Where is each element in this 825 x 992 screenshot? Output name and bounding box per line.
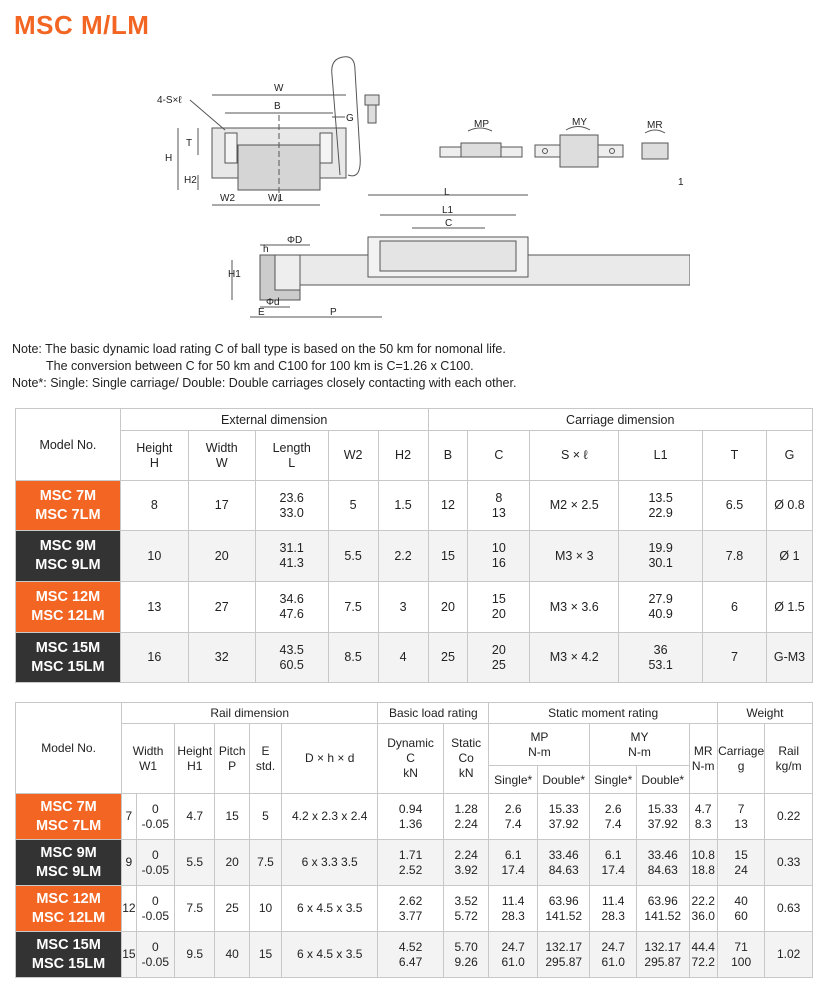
table-cell: 15 (249, 932, 281, 978)
note-line-2: The conversion between C for 50 km and C100 for 100 km is C=1.26 x C100. (46, 359, 474, 373)
table-cell: 0 -0.05 (136, 794, 174, 840)
label-P: P (330, 307, 337, 318)
col-my-single: Single* (590, 766, 637, 794)
table-cell: 32 (188, 633, 255, 683)
table-cell: 25 (215, 886, 249, 932)
label-screw: 4-S×ℓ (157, 95, 182, 106)
table-cell: 6 x 4.5 x 3.5 (282, 886, 378, 932)
table-cell: 20 (428, 582, 468, 633)
table-cell: 20 25 (468, 633, 530, 683)
table-cell: 4.52 6.47 (378, 932, 444, 978)
table-cell: 15.33 37.92 (537, 794, 590, 840)
table-cell: 63.96 141.52 (537, 886, 590, 932)
table-cell: Ø 1 (766, 531, 812, 582)
header-load: Basic load rating (378, 703, 489, 724)
table-cell: 1.71 2.52 (378, 840, 444, 886)
table-cell: 33.46 84.63 (537, 840, 590, 886)
table-cell: 6 x 3.3 3.5 (282, 840, 378, 886)
moment-icons (440, 127, 668, 168)
table-cell: M3 × 3 (530, 531, 619, 582)
table-cell: 7 (122, 794, 137, 840)
table-cell: 8 (120, 481, 188, 531)
table-cell: 0 -0.05 (136, 886, 174, 932)
label-G: G (346, 113, 354, 124)
col-dhd: D × h × d (282, 724, 378, 794)
table-cell: 132.17 295.87 (537, 932, 590, 978)
table-cell: 15 (215, 794, 249, 840)
table-cell: 33.46 84.63 (636, 840, 689, 886)
table-row (16, 531, 813, 582)
model-cell: MSC 12M MSC 12LM (16, 886, 122, 932)
table-cell: 0 -0.05 (136, 932, 174, 978)
table-cell: 11.4 28.3 (590, 886, 637, 932)
table-row (16, 840, 813, 886)
label-L1: L1 (442, 205, 454, 216)
label-H: H (165, 153, 173, 164)
side-view (232, 195, 690, 317)
dimension-table (15, 408, 813, 683)
col-width: Width W (188, 431, 255, 481)
table-cell: 0.22 (765, 794, 813, 840)
header-weight: Weight (717, 703, 812, 724)
table-cell: 11.4 28.3 (489, 886, 538, 932)
table-cell: Ø 0.8 (766, 481, 812, 531)
table-cell: 15 (122, 932, 137, 978)
table-cell: 40 60 (717, 886, 765, 932)
table-cell: 0.33 (765, 840, 813, 886)
table-cell: 7 13 (717, 794, 765, 840)
model-cell: MSC 9M MSC 9LM (16, 531, 121, 582)
col-mp: MP N-m (489, 724, 590, 766)
table-cell: 132.17 295.87 (636, 932, 689, 978)
col-w2: W2 (328, 431, 378, 481)
label-T: T (186, 138, 193, 149)
table-cell: 13.5 22.9 (619, 481, 703, 531)
table-cell: 7 (703, 633, 767, 683)
table-cell: 43.5 60.5 (255, 633, 328, 683)
label-d: Φd (266, 297, 280, 308)
label-W2: W2 (220, 193, 235, 204)
col-s: S × ℓ (530, 431, 619, 481)
table-cell: 16 (120, 633, 188, 683)
note-line-3: Note*: Single: Single carriage/ Double: Double carriages closely contacting with each other. (12, 376, 517, 390)
table-cell: 24.7 61.0 (590, 932, 637, 978)
model-cell: MSC 7M MSC 7LM (16, 481, 121, 531)
col-t: T (703, 431, 767, 481)
header-moment: Static moment rating (489, 703, 717, 724)
table-cell: M3 × 3.6 (530, 582, 619, 633)
col-g: G (766, 431, 812, 481)
col-pitch: Pitch P (215, 724, 249, 794)
table-cell: 7.8 (703, 531, 767, 582)
col-h2: H2 (378, 431, 428, 481)
header-model: Model No. (16, 409, 121, 481)
label-W1: W1 (268, 193, 283, 204)
table-cell: 6.1 17.4 (590, 840, 637, 886)
table-cell: 5.5 (175, 840, 215, 886)
label-MR: MR (647, 120, 663, 131)
table-cell: 22.2 36.0 (689, 886, 717, 932)
table-cell: Ø 1.5 (766, 582, 812, 633)
label-L: L (444, 187, 450, 198)
table-cell: 0.94 1.36 (378, 794, 444, 840)
col-width: Width W1 (122, 724, 175, 794)
table-cell: 63.96 141.52 (636, 886, 689, 932)
table-cell: 4.2 x 2.3 x 2.4 (282, 794, 378, 840)
label-C: C (445, 218, 453, 229)
col-static: Static Co kN (443, 724, 488, 794)
table-row (16, 582, 813, 633)
table-cell: 5.70 9.26 (443, 932, 488, 978)
notes (12, 341, 516, 392)
table-cell: 5 (249, 794, 281, 840)
table-cell: 7.5 (249, 840, 281, 886)
rating-table (15, 702, 813, 978)
table-cell: 15.33 37.92 (636, 794, 689, 840)
table-cell: 12 (122, 886, 137, 932)
table-cell: 10 (249, 886, 281, 932)
table-cell: 27 (188, 582, 255, 633)
table-cell: 20 (215, 840, 249, 886)
table-cell: 2.24 3.92 (443, 840, 488, 886)
col-carriage: Carriage g (717, 724, 765, 794)
col-rail: Rail kg/m (765, 724, 813, 794)
table-cell: G-M3 (766, 633, 812, 683)
table-cell: 7.5 (175, 886, 215, 932)
table-cell: 25 (428, 633, 468, 683)
table-cell: 9.5 (175, 932, 215, 978)
table-cell: 0 -0.05 (136, 840, 174, 886)
table-cell: 23.6 33.0 (255, 481, 328, 531)
page-title: MSC M/LM (14, 10, 150, 40)
col-height: Height H (120, 431, 188, 481)
table-cell: 2.2 (378, 531, 428, 582)
technical-drawing (150, 55, 690, 330)
model-cell: MSC 9M MSC 9LM (16, 840, 122, 886)
table-cell: 1.5 (378, 481, 428, 531)
label-D: ΦD (287, 235, 303, 246)
table-row (16, 932, 813, 978)
table-cell: 9 (122, 840, 137, 886)
header-external: External dimension (120, 409, 428, 431)
label-W: W (274, 83, 284, 94)
table-cell: 4.7 8.3 (689, 794, 717, 840)
table-cell: 15 20 (468, 582, 530, 633)
table-cell: M2 × 2.5 (530, 481, 619, 531)
header-model: Model No. (16, 703, 122, 794)
front-view (178, 57, 379, 205)
table-cell: 71 100 (717, 932, 765, 978)
table-cell: 20 (188, 531, 255, 582)
table-cell: 17 (188, 481, 255, 531)
table-cell: 0.63 (765, 886, 813, 932)
table-cell: 24.7 61.0 (489, 932, 538, 978)
table-cell: 10 16 (468, 531, 530, 582)
col-c: C (468, 431, 530, 481)
col-l1: L1 (619, 431, 703, 481)
header-carriage: Carriage dimension (428, 409, 813, 431)
header-rail: Rail dimension (122, 703, 378, 724)
col-my-double: Double* (636, 766, 689, 794)
table-cell: 7.5 (328, 582, 378, 633)
table-cell: 6.5 (703, 481, 767, 531)
label-H1: H1 (228, 269, 241, 280)
col-my: MY N-m (590, 724, 689, 766)
table-cell: 10 (120, 531, 188, 582)
col-mr: MR N-m (689, 724, 717, 794)
table-cell: 5 (328, 481, 378, 531)
table-cell: 6.1 17.4 (489, 840, 538, 886)
table-cell: 13 (120, 582, 188, 633)
table-cell: 15 (428, 531, 468, 582)
col-e: E std. (249, 724, 281, 794)
table-cell: 2.6 7.4 (590, 794, 637, 840)
table-row (16, 633, 813, 683)
label-MY: MY (572, 117, 587, 128)
label-B: B (274, 101, 281, 112)
model-cell: MSC 12M MSC 12LM (16, 582, 121, 633)
col-mp-single: Single* (489, 766, 538, 794)
model-cell: MSC 7M MSC 7LM (16, 794, 122, 840)
col-mp-double: Double* (537, 766, 590, 794)
table-cell: 1.02 (765, 932, 813, 978)
table-row (16, 886, 813, 932)
col-height: Height H1 (175, 724, 215, 794)
label-E: E (258, 307, 265, 318)
table-cell: 31.1 41.3 (255, 531, 328, 582)
table-cell: 8.5 (328, 633, 378, 683)
col-dynamic: Dynamic C kN (378, 724, 444, 794)
label-h: h (263, 244, 269, 255)
table-cell: 4 (378, 633, 428, 683)
table-cell: 4.7 (175, 794, 215, 840)
table-cell: 34.6 47.6 (255, 582, 328, 633)
table-cell: 3 (378, 582, 428, 633)
model-cell: MSC 15M MSC 15LM (16, 633, 121, 683)
table-cell: 3.52 5.72 (443, 886, 488, 932)
col-b: B (428, 431, 468, 481)
col-length: Length L (255, 431, 328, 481)
table-cell: 12 (428, 481, 468, 531)
table-cell: 40 (215, 932, 249, 978)
table-cell: 36 53.1 (619, 633, 703, 683)
table-row (16, 481, 813, 531)
label-one: 1 (678, 177, 684, 188)
table-cell: 6 x 4.5 x 3.5 (282, 932, 378, 978)
table-cell: 1.28 2.24 (443, 794, 488, 840)
table-cell: 2.62 3.77 (378, 886, 444, 932)
table-cell: 15 24 (717, 840, 765, 886)
note-line-1: Note: The basic dynamic load rating C of ball type is based on the 50 km for nomonal life. (12, 342, 506, 356)
table-cell: 10.8 18.8 (689, 840, 717, 886)
table-cell: M3 × 4.2 (530, 633, 619, 683)
model-cell: MSC 15M MSC 15LM (16, 932, 122, 978)
table-cell: 8 13 (468, 481, 530, 531)
table-cell: 44.4 72.2 (689, 932, 717, 978)
table-cell: 19.9 30.1 (619, 531, 703, 582)
label-MP: MP (474, 119, 489, 130)
table-cell: 6 (703, 582, 767, 633)
label-H2: H2 (184, 175, 197, 186)
table-cell: 2.6 7.4 (489, 794, 538, 840)
table-cell: 5.5 (328, 531, 378, 582)
table-cell: 27.9 40.9 (619, 582, 703, 633)
table-row (16, 794, 813, 840)
